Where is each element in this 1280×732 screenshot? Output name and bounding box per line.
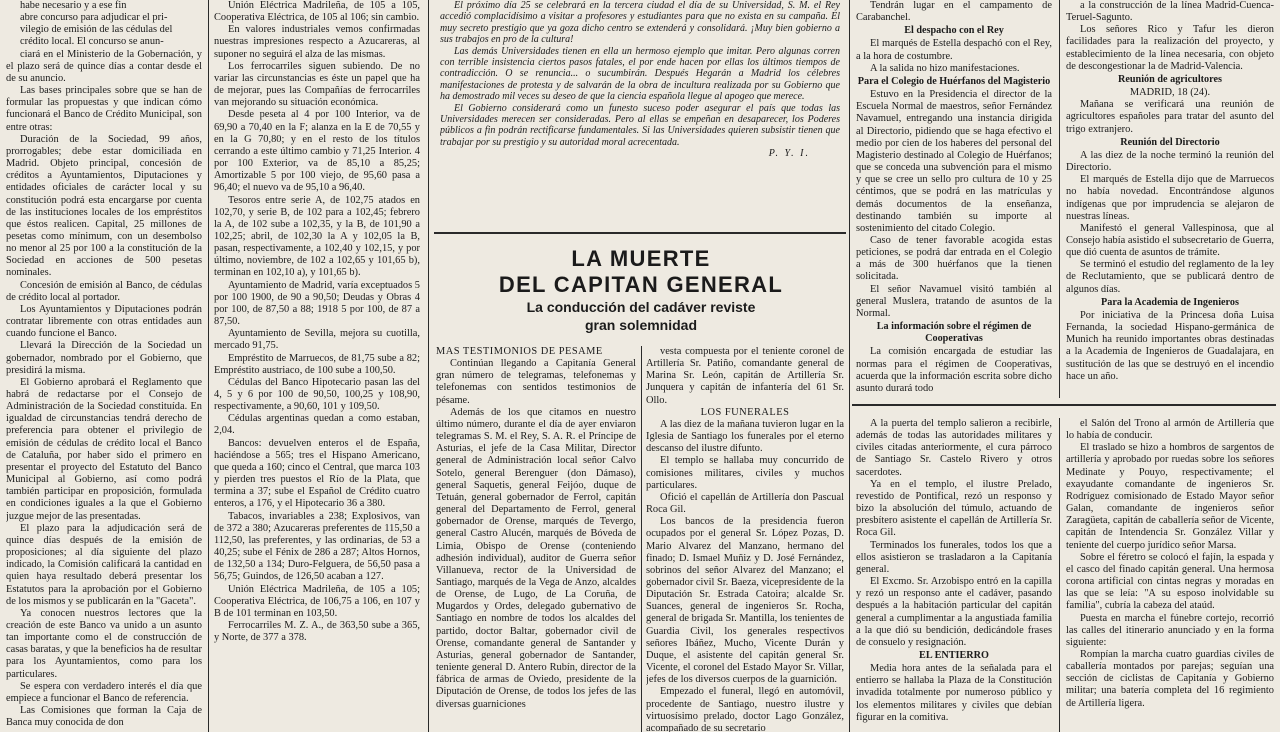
paragraph: El Gobierno aprobará el Reglamento que habrá de redactarse por el Consejo de Administración de la Sociedad constituída. En igualdad de circunstancias tendrá derecho de preferencia para obtener el privilegio de emisión de cédulas de crédito local el Banco de Cataluña, por haber sido el primero en presentar el proyecto del Estatuto del Banco Municipal al Gobierno, así como podrá también participar en proposición, formulada en condiciones iguales a la que el Gobierno juzgue mejor de las presentadas. [6,376,202,522]
paragraph: Cédulas argentinas quedan a como estaban, 2,04. [214,413,420,437]
paragraph: el Salón del Trono al armón de Artillería que lo había de conducir. [1066,418,1274,442]
paragraph: Tesoros entre serie A, de 102,75 atados en 102,70, y serie B, de 102 para a 102,45; febrero la A, de 102 sube a 102,35, y la B, de 101,90 a 102,25; abril, de 102,30 la A y 102,05 la B, pasan, respectivamente, a 102,40 y 102,15, y por último, noviembre, de 102 a 102,65 y 101,65 b), terminan en 102,10 a), y 101,65 b). [214,194,420,279]
paragraph: Bancos: devuelven enteros el de España, haciéndose a 565; tres el Hispano Americano, que queda a 160; cinco el Central, que marca 103 y pierden tres puestos el Río de la Plata, que termina a 37; sube el Español de Crédito cuatro enteros, a 176, y el Hipotecario 36 a 380. [214,437,420,510]
paragraph: El Gobierno considerará como un funesto suceso poder asegurar el país que todas las Universidades merecen ser consideradas. Pero al ellas se empeñan en desaparecer, los Poderes públicos a fin podrán rectificarse fundamentales. Si las Universidades quieren subsistir tienen que trabajar por su prestigio y su autoridad moral acrecentada. [440,102,840,148]
paragraph: crédito local. El concurso se anun- [20,36,164,48]
paragraph: Unión Eléctrica Madrileña, de 105 a 105, Cooperativa Eléctrica, de 105 al 106; sin cambio. [214,0,420,24]
section-rule [852,404,1276,406]
paragraph: El marqués de Estella despachó con el Rey, a la hora de costumbre. [856,38,1052,62]
paragraph: En valores industriales vemos confirmadas nuestras impresiones respecto a Azucareras, al suponer no seguirá el alza de las mismas. [214,24,420,60]
editorial-signature: P. Y. I. [768,148,810,160]
paragraph: Manifestó el general Vallespinosa, que al Consejo había asistido el subsecretario de Guerra, que dió cuenta de asuntos de trámite. [1066,222,1274,259]
paragraph: El próximo día 25 se celebrará en la tercera ciudad el día de su Universidad, S. M. el Rey accedió complacidísimo a visitar a profesores y estudiantes para que no exista en su campaña. El muy secreto prestigio que ya goza dicho centro se extenderá y consolidará. ¡Muy bien gobierno a sus trabajos en pro de la cultura! [440,0,840,46]
section-heading-pesame: MAS TESTIMONIOS DE PESAME [436,346,603,357]
paragraph: vesta compuesta por el teniente coronel de Artillería Sr. Patiño, comandante general de Marina Sr. León, capitán de Artillería Sr. Junquera y capitán de infantería del 61 Sr. Ollo. [646,346,844,406]
column-divider [208,0,209,732]
paragraph: Duración de la Sociedad, 99 años, prorrogables; debe estar domiciliada en Madrid. Objeto principal, concesión de créditos a Ayuntamientos, Diputaciones y entidades oficiales de carácter local y su constitución podrá esta encargarse por cuenta de las instituciones locales de los empréstitos que éstos realicen. Capital, 25 millones de pesetas como mínimum, con un desembolso no menor al 25 por 100 a la constitución de la Sociedad en acciones de 500 pesetas nominales. [6,133,202,279]
paragraph: A las diez de la noche terminó la reunión del Directorio. [1066,149,1274,174]
column-bolsa [214,0,420,732]
paragraph: Las demás Universidades tienen en ella un hermoso ejemplo que imitar. Pero algunas corren con terrible insistencia ciertos pasos fatales, el por ende hacen por ellas los últimos tiempos de contradicción. O se renuncia... o sucumbirán. Después Hegarán a Madrid los célebres manifestaciones de protesta y de salvarán de la obra de incultura realizada por su Gobierno que ha demostrado mil veces su deseo de que la ciencia española llegue al apogeo que merece. [440,45,840,103]
paragraph: Tendrán lugar en el campamento de Carabanchel. [856,0,1052,24]
paragraph: vilegio de emisión de las cédulas del [20,24,173,36]
paragraph: Empezado el funeral, llegó en automóvil, procedente de Santiago, nuestro ilustre y virtuosísimo prelado, doctor Lago González, acompañado de su secretario [646,686,844,732]
paragraph: Los Ayuntamientos y Diputaciones podrán contratar libremente con otras entidades aun cuando funcione el Banco. [6,303,202,340]
paragraph: Las bases principales sobre que se han de formular las propuestas y que indican cómo funcionará el Banco de Crédito Municipal, son entre otras: [6,85,202,133]
dateline: MADRID, 18 (24). [1129,87,1211,99]
paragraph: a la construcción de la línea Madrid-Cuenca-Teruel-Sagunto. [1066,0,1274,24]
section-rule [434,232,846,234]
column-divider [849,0,850,732]
paragraph: Por iniciativa de la Princesa doña Luisa Fernanda, la sociedad Hispano-germánica de Munich ha reunido importantes obras destinadas a la Academia de Ingenieros de Guadalajara, en sustitución de las que se destruyó en el incendio hace un año. [1066,309,1274,382]
column-banco-credito [6,0,202,732]
paragraph: A la salida no hizo manifestaciones. [870,62,1020,74]
headline-line-1: LA MUERTE [571,246,711,271]
editorial-universidades [440,0,840,220]
paragraph: Cédulas del Banco Hipotecario pasan las del 4, 5 y 6 por 100 de 90,50, 100,25 y 108,90, respectivamente, a 90,60, 101 y 109,50. [214,376,420,413]
paragraph: Ferrocarriles M. Z. A., de 363,50 sube a 365, y Norte, de 377 a 378. [214,619,420,644]
headline-deck [436,298,846,334]
paragraph: Terminados los funerales, todos los que a ellos asistieron se trasladaron a la Capitanía general. [856,539,1052,575]
column-directorio [1066,0,1274,398]
paragraph: Rompían la marcha cuatro guardias civiles de caballería montados por parejas; seguían una sección de ciclistas de Capitanía y Gobierno militar; una batería completa del 16 regimiento de Artillería ligera. [1066,648,1274,709]
column-funeral-continuation [856,418,1052,732]
column-funerales [646,346,844,732]
deck-line-1: La conducción del cadáver reviste [526,299,756,315]
paragraph: Mañana se verificará una reunión de agricultores españoles para tratar del asunto del trigo extranjero. [1066,99,1274,135]
column-divider [641,346,642,732]
paragraph: Concesión de emisión al Banco, de cédulas de crédito local al portador. [6,279,202,303]
column-pesame [436,346,636,732]
paragraph: habe necesario y a ese fin [20,0,127,11]
subheading-cooperativas: La información sobre el régimen de Cooperativas [876,321,1032,345]
column-divider [1059,0,1060,398]
paragraph: Ayuntamiento de Sevilla, mejora su cuotilla, mercado 91,75. [214,328,420,352]
paragraph: Tabacos, invariables a 238; Explosivos, van de 372 a 380; Azucareras preferentes de 115,50 a 112,50, las preferentes, y las ordinarias, de 53 a 40,25; sube el Fénix de 286 a 287; Altos Hornos, de 132,50 a 134; Duro-Felguera, de 56,50 pasa a 56,75; Guindos, de 126,50 acaban a 127. [214,510,420,583]
paragraph: Los ferrocarriles siguen subiendo. De no variar las circunstancias es éste un papel que ha de mejorar, pues las Compañías de ferrocarriles van mejorando su situación económica. [214,60,420,109]
column-cortejo [1066,418,1274,732]
paragraph: Continúan llegando a Capitanía General gran número de telegramas, telefonemas y telefonemas con sentidos testimonios de pésame. [436,358,636,406]
paragraph: Los señores Rico y Tafur les dieron facilidades para la realización del proyecto, y establecimiento de la línea necesaria, con objeto de descongestionar la de Madrid-Valencia. [1066,24,1274,72]
paragraph: ciará en el Ministerio de la Gobernación, y el plazo será de quince días a contar desde el de su anuncio. [6,48,202,84]
paragraph: Estuvo en la Presidencia el director de la Escuela Normal de maestros, señor Fernández Navamuel, entregando una instancia dirigida al Directorio, pidiendo que se haga efectivo el medio por cien de los haberes del personal del Magisterio destinado al Colegio de Huérfanos; que se conceda una subvención para el mismo y que se cree un sello pro cultura de 10 y 25 céntimos, que se podrá en las matrículas y demás documentos de la enseñanza, destinando también su importe al sostenimiento del citado Colegio. [856,89,1052,234]
headline-line-2: DEL CAPITAN GENERAL [498,272,784,297]
paragraph: Ofició el capellán de Artillería don Pascual Roca Gil. [646,491,844,516]
paragraph: Ya en el templo, el ilustre Prelado, revestido de Pontifical, rezó un responso y bizo la absolución del túmulo, actuando de presbítero asistente el capellán de Artillería Sr. Roca Gil. [856,478,1052,539]
column-divider [1059,418,1060,732]
paragraph: Ayuntamiento de Madrid, varía exceptuados 5 por 100 1900, de 90 a 90,50; Deudas y Obras 4 por 100, de 87,50 a 88; 1918 5 por 100, de 87 a 87,50. [214,279,420,328]
paragraph: El señor Navamuel visitó también al general Muslera, tratando de asuntos de la Normal. [856,283,1052,319]
subheading-despacho-rey: El despacho con el Rey [904,25,1004,37]
paragraph: Empréstito de Marruecos, de 81,75 sube a 82; Empréstito austriaco, de 100 sube a 100,50. [214,352,420,376]
paragraph: El traslado se hizo a hombros de sargentos de artillería y aprobado por ruedas sobre los señores Medinate y Pouyo, respectivamente; el exayudante comandante de ingenieros Sr. Rodríguez comisionado de Estado Mayor señor Galan, comandante de ingenieros señor Zaragüeta, capitán de caballería señor de Vicente, capitán de Intendencia Sr. González Villar y teniente del cuerpo jurídico señor Marsa. [1066,442,1274,551]
paragraph: Unión Eléctrica Madrileña, de 105 a 105; Cooperativa Eléctrica, de 106,75 a 106, en 107 y B de 101 terminan en 103,50. [214,583,420,619]
paragraph: El plazo para la adjudicación será de quince días después de la emisión de proposiciones; al día siguiente del plazo indicado, la Comisión calificará la cantidad en quien haya resultado deberá presentar los Estatutos para la aprobación por el Gobierno de los mismos y se publicarán en la "Gaceta". [6,522,202,607]
subheading-entierro: EL ENTIERRO [919,649,989,661]
column-despacho [856,0,1052,398]
paragraph: Sobre el féretro se colocó el fajín, la espada y el casco del finado capitán general. Una hermosa corona artificial con cintas negras y moradas en las que se leía: "A su esposo inolvidable su familia", cubría la cabeza del ataúd. [1066,551,1274,612]
subheading-huerfanos: Para el Colegio de Huérfanos del Magisterio [857,75,1051,87]
paragraph: Desde peseta al 4 por 100 Interior, va de 69,90 a 70,40 en la F; alanza en la E de 70,55 y en la G 70,80; y en el resto de los títulos cerrando a este último cambio y 71,25 Interior. 4 por 100 Exterior, va de 85,10 a 85,25; Amortizable 5 por 100 viejo, de 95,60 pasa a 96,40; el nuevo va de 95,10 a 96,40. [214,109,420,194]
paragraph: Las Comisiones que forman la Caja de Banca muy conocida de don [6,705,202,729]
paragraph: abre concurso para adjudicar el pri- [20,12,168,24]
paragraph: El templo se hallaba muy concurrido de comisiones militares, civiles y muchos particulares. [646,455,844,491]
deck-line-2: gran solemnidad [584,317,698,333]
paragraph: Además de los que citamos en nuestro último número, durante el día de ayer enviaron telegramas S. M. el Rey, S. A. R. el Príncipe de Asturias, el jefe de la Casa Militar, Director general de Administración local señor Calvo Sotelo, general Berenguer (don Dámaso), general Saquetis, general Feijóo, duque de Tetuán, general gobernador de Ferrol, capitán general del Departamento de Ferrol, general gobernador de Orense, marqués de Tevergo, general Castro Alucén, marqués de Bóveda de Limia, Obispo de Orense (conteniendo adhesión individual), auditor de Guerra señor Villanueva, rector de la Universidad de Santiago, marqués de la Vega de Anzo, alcaldes de Orense, de Lugo, de La Coruña, de Mugardos y Ordes, delegado gubernativo de Santiago en nombre de todos los alcaldes del partido, doctor Baltar, gobernador civil de Orense, comandante general de Santander y Asturias, general gobernador de Santander, teniente general D. Antero Rubín, director de la fábrica de armas de Oviedo, presidente de la Diputación de Orense, de todos los jefes de las diversas guarniciones [436,406,636,710]
paragraph: A la puerta del templo salieron a recibirle, además de todas las autoridades militares y civiles citadas anteriormente, el cura párroco de Santiago Sr. Castelo Rivero y otros sacerdotes. [856,418,1052,478]
paragraph: Puesta en marcha el fúnebre cortejo, recorrió las calles del itinerario anunciado y en la forma siguiente: [1066,612,1274,648]
column-divider [428,0,429,732]
section-heading-funerales: LOS FUNERALES [700,406,790,418]
paragraph: Se espera con verdadero interés el día que empiece a funcionar el Banco de referencia. [6,680,202,704]
paragraph: El Excmo. Sr. Arzobispo entró en la capilla y rezó un responso ante el cadáver, pasando después a la habitación particular del capitán general a cumplimentar a la angustiada familia a la que dió su bendición, dedicándole frases de consuelo y resignación. [856,576,1052,648]
paragraph: A las diez de la mañana tuvieron lugar en la Iglesia de Santiago los funerales por el eterno descanso del ilustre difunto. [646,418,844,455]
main-headline [436,246,846,298]
paragraph: Media hora antes de la señalada para el entierro se hallaba la Plaza de la Constitución invadida totalmente por numeroso público y los elementos militares y civiles que debían figurar en la comitiva. [856,663,1052,723]
paragraph: Los bancos de la presidencia fueron ocupados por el general Sr. López Pozas, D. Mario Alvarez del Manzano, hermano del finado; D. Ismael Muñiz y D. José Fernández, sobrinos del señor Alvarez del Manzano; el gobernador civil Sr. Baeza, vicepresidente de la Diputación Sr. Estrada Catoira; alcalde Sr. Suances, general de ingenieros Sr. Rocha, general de brigada Sr. Mantilla, los tenientes de Guardia Civil, los generales respectivos señores Ibáñez, Mucho, Vicente Durán y Duque, el asistente del capitán general Sr. Vicente, el coronel del Estado Mayor Sr. Villar, jefes de los diversos cuerpos de la guarnición. [646,516,844,686]
paragraph: Ya conocen nuestros lectores que la creación de este Banco va unido a un asunto tan importante como el de construcción de casas baratas, y que la beneficios ha de resultar para los Ayuntamientos, como para los particulares. [6,607,202,680]
paragraph: Se terminó el estudio del reglamento de la ley de Reclutamiento, que se publicará dentro de algunos días. [1066,259,1274,295]
paragraph: El marqués de Estella dijo que de Marruecos no había novedad. Encontrándose algunos indígenas que por imprudencia se alejaron de nuestras líneas. [1066,174,1274,222]
paragraph: Caso de tener favorable acogida estas peticiones, se podrá dar entrada en el Colegio a más de 300 huérfanos que la tienen solicitada. [856,234,1052,283]
subheading-directorio: Reunión del Directorio [1120,136,1220,148]
paragraph: La comisión encargada de estudiar las normas para el régimen de Cooperativas, acuerda que la información escrita sobre dicho asunto durará todo [856,346,1052,394]
subheading-ingenieros: Para la Academia de Ingenieros [1101,296,1239,308]
subheading-agricultores: Reunión de agricultores [1118,73,1222,85]
paragraph: Llevará la Dirección de la Sociedad un gobernador, nombrado por el Gobierno, que presidirá la misma. [6,340,202,376]
